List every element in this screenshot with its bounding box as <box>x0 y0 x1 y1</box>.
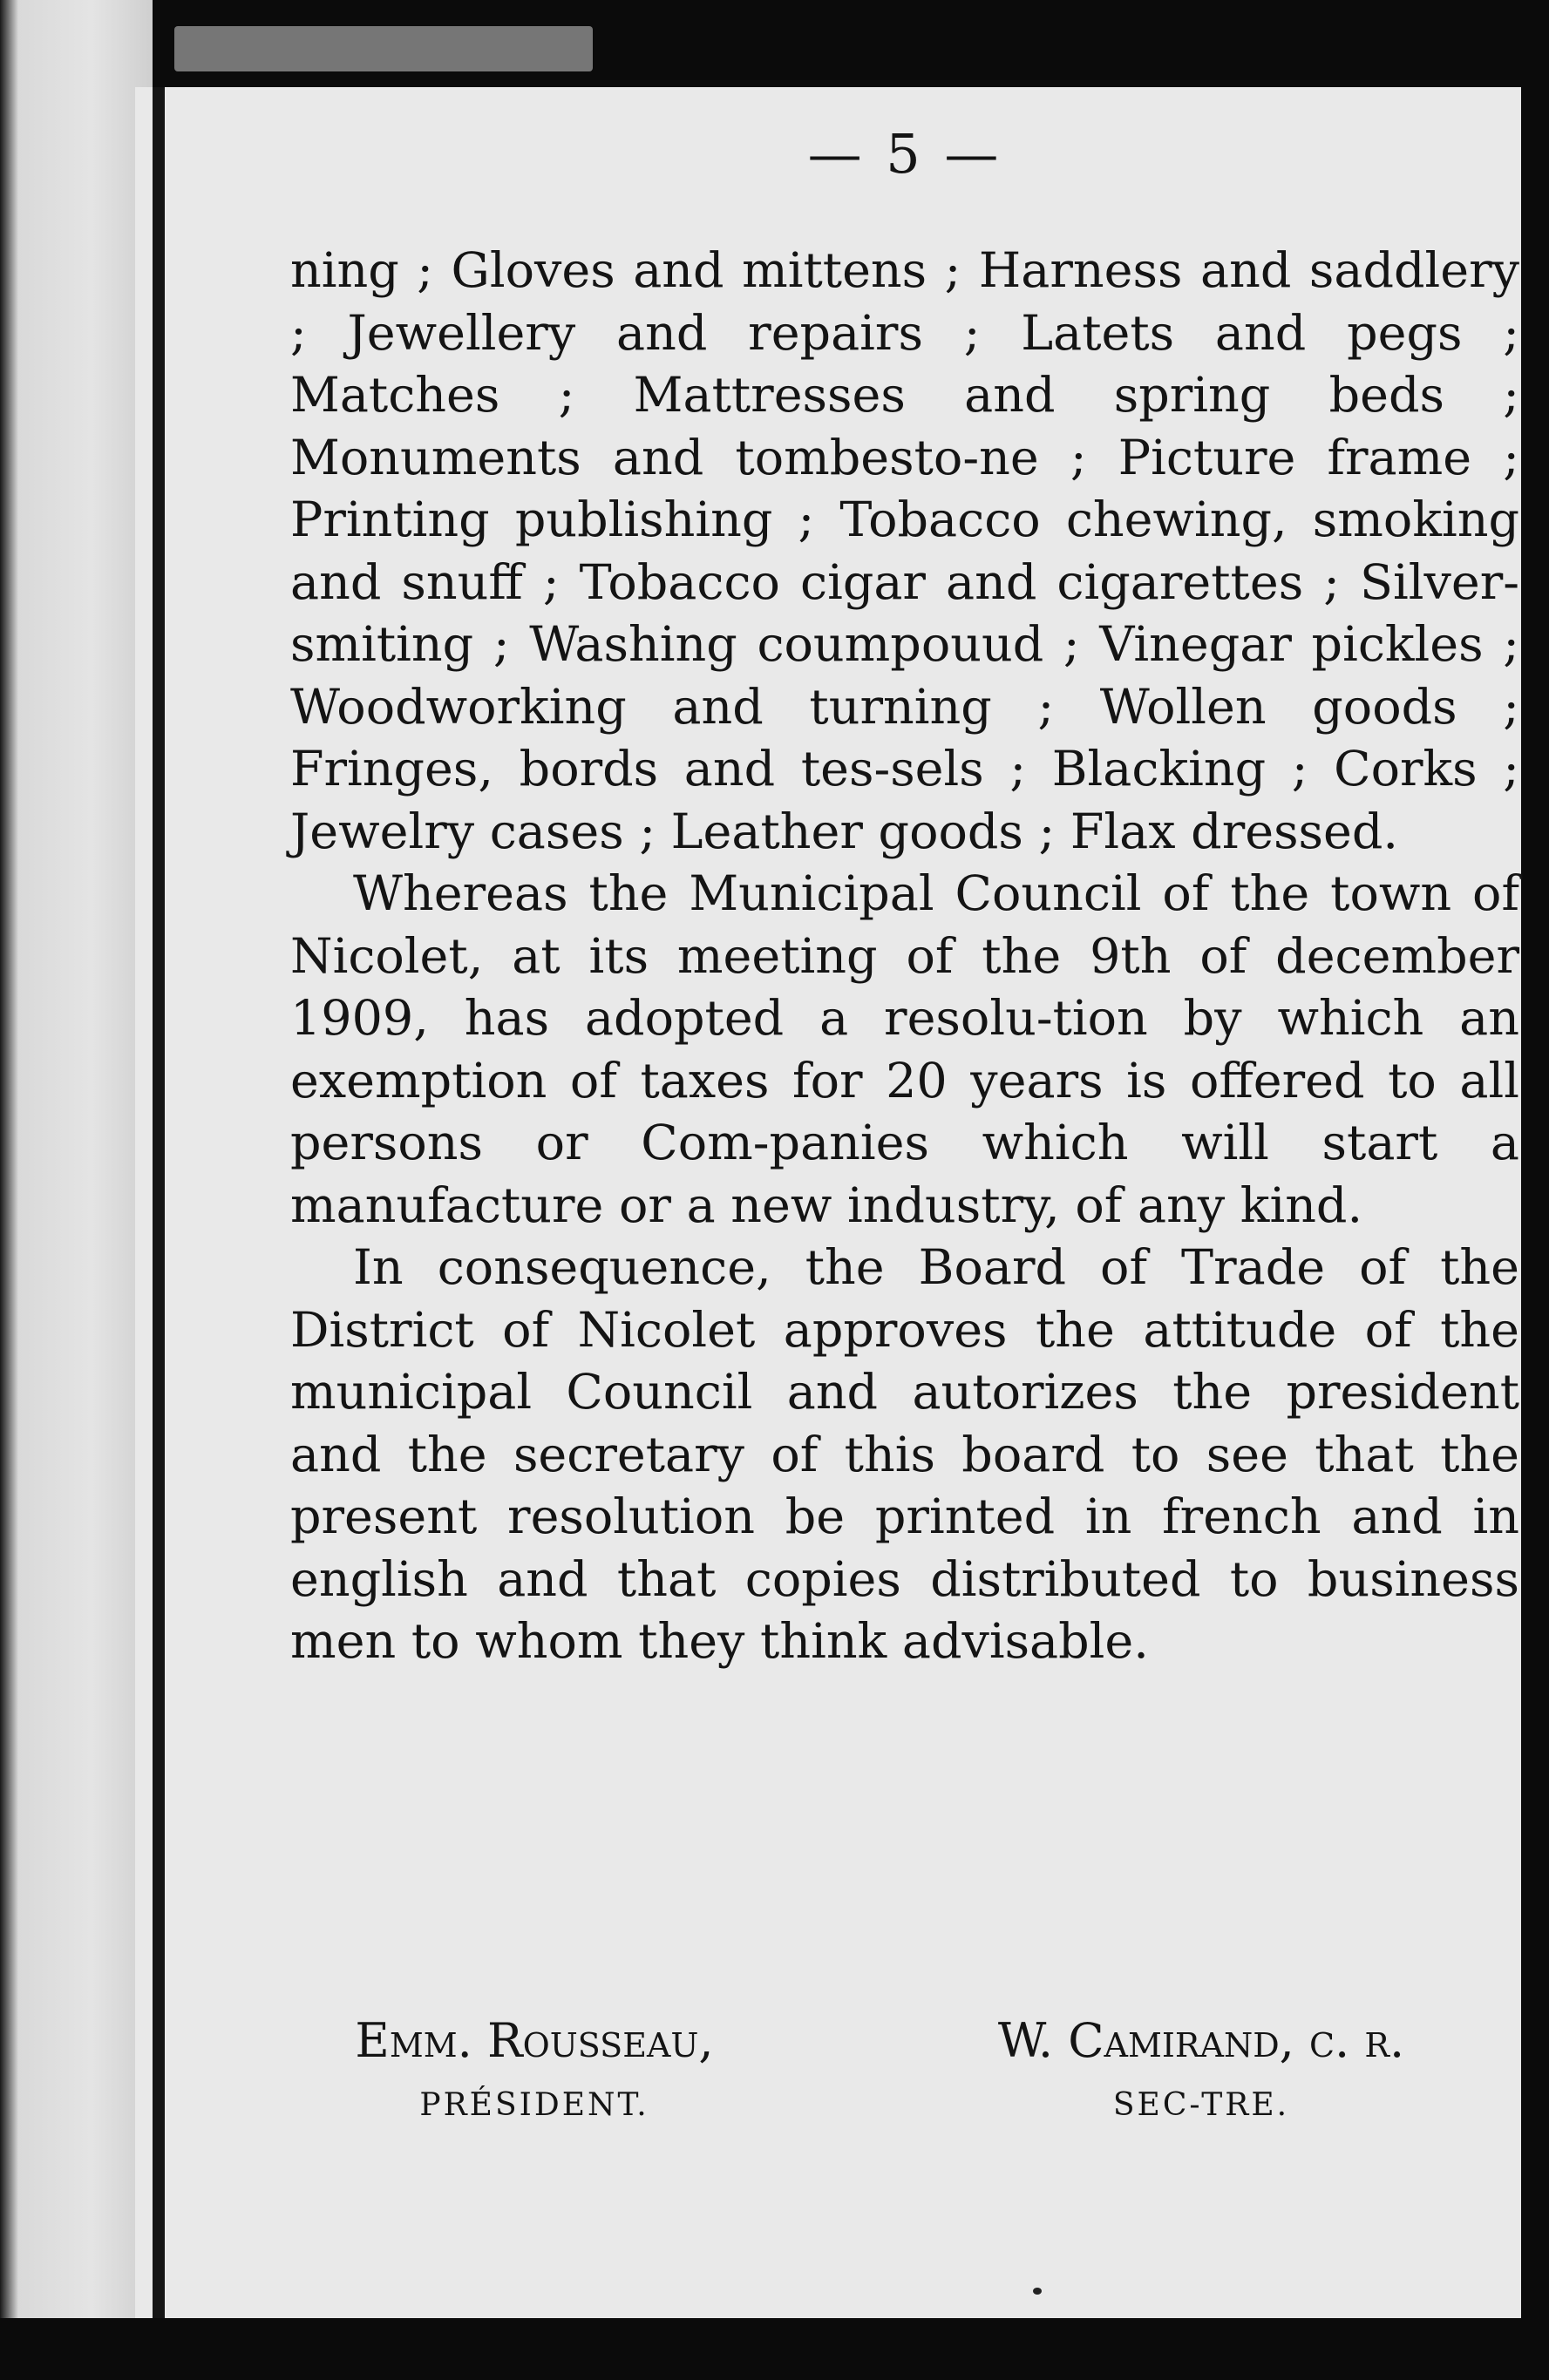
page-number: — 5 — <box>807 122 1002 186</box>
paragraph-consequence: In consequence, the Board of Trade of the District of Nicolet approves the attitude of the municipal Council and autorizes the president and the secretary of this board to see that the present resolution be printed in french and in english and that copies distributed to business men to whom they think advisable. <box>290 1239 1519 1670</box>
signature-secretary <box>883 2013 1519 2123</box>
ink-speck <box>1033 2288 1042 2295</box>
scan-right-border <box>1521 0 1549 2380</box>
document-page <box>135 87 1521 2318</box>
scan-smudge <box>174 26 593 71</box>
signatory-title: SEC-TRE. <box>1112 2087 1290 2123</box>
signatory-title: PRÉSIDENT. <box>419 2087 649 2123</box>
paragraph-industries-list: ning ; Gloves and mittens ; Harness and saddlery ; Jewellery and repairs ; Latets and pegs ; Matches ; Mattresses and spring beds ; Monuments and tombesto-ne ; Picture frame ; Printing publishing ; Tobacco chewing, smoking and snuff ; Tobacco cigar and cigarettes ; Silver-smiting ; Washing coumpouud ; Vinegar pickles ; Woodworking and turning ; Wollen goods ; Fringes, bords and tes-sels ; Blacking ; Corks ; Jewelry cases ; Leather goods ; Flax dressed. <box>290 242 1519 860</box>
body-text <box>290 240 1519 1673</box>
adjacent-page-strip <box>0 0 153 2380</box>
signature-president <box>290 2013 778 2123</box>
paragraph-whereas: Whereas the Municipal Council of the town of Nicolet, at its meeting of the 9th of december 1909, has adopted a resolu-tion by which an exemption of taxes for 20 years is offered to all persons or Com-panies which will start a manufacture or a new industry, of any kind. <box>290 865 1519 1234</box>
signatory-name: Emm. Rousseau, <box>355 2013 714 2068</box>
signatory-name: W. Camirand, c. r. <box>997 2013 1405 2068</box>
signature-block <box>290 2013 1519 2144</box>
scan-bottom-border <box>0 2318 1549 2380</box>
